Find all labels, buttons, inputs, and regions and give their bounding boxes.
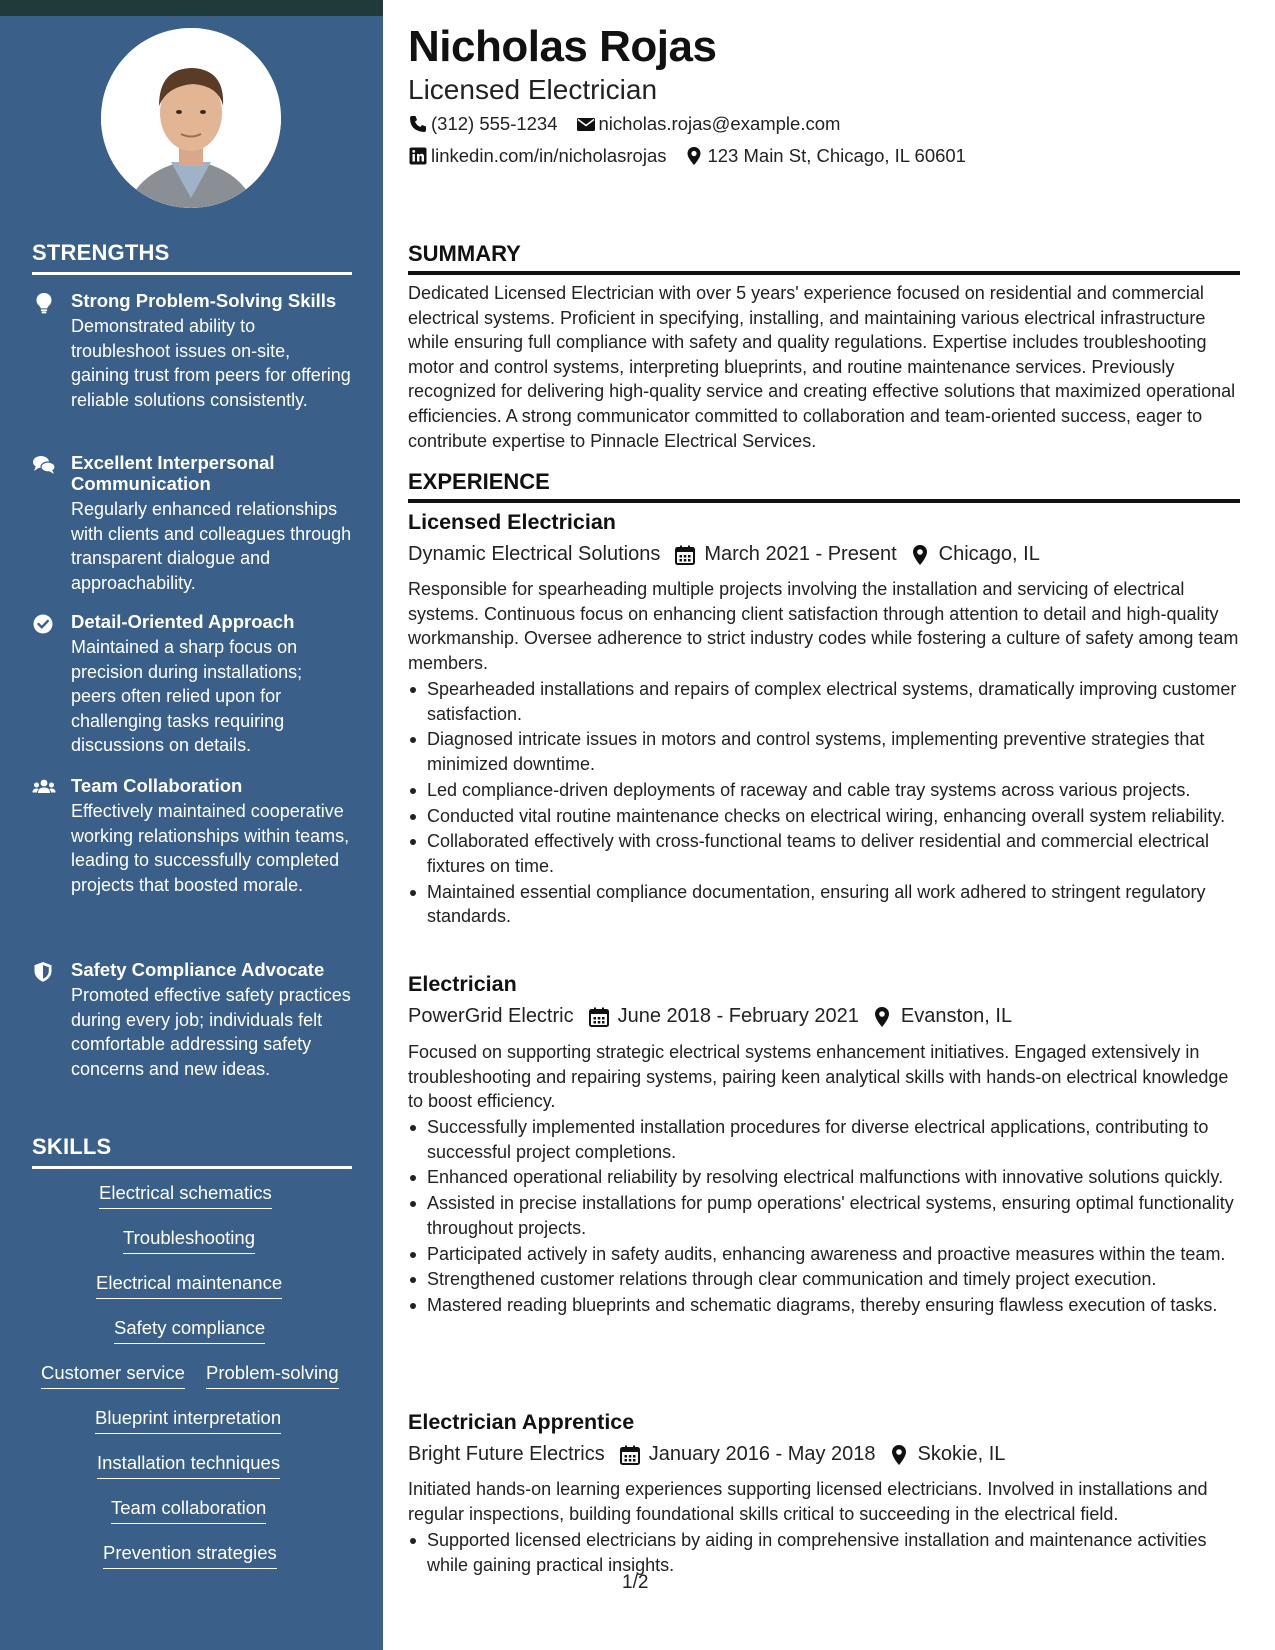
job-bullet-list <box>408 677 1240 930</box>
phone-text: (312) 555-1234 <box>431 113 558 134</box>
map-pin-icon <box>888 1444 910 1466</box>
shield-icon <box>32 961 56 983</box>
calendar-icon <box>619 1444 641 1466</box>
strength-item <box>32 611 352 758</box>
strength-description: Effectively maintained cooperative working relationships within teams, leading to successfully completed projects that boosted morale. <box>71 801 350 895</box>
strength-title: Excellent Interpersonal Communication <box>71 452 275 494</box>
job-dates: June 2018 - February 2021 <box>617 1005 859 1027</box>
job-bullet: Conducted vital routine maintenance checks on electrical wiring, enhancing overall system reliability. <box>408 804 1240 829</box>
chat-icon <box>32 454 56 476</box>
strength-item <box>32 959 352 1081</box>
summary-text: Dedicated Licensed Electrician with over 5 years' experience focused on residential and commercial electrical systems. Proficient in specifying, installing, and maintaining various electrical infrastructure while ensuring full compliance with safety and quality regulations. Expertise includes troubleshooting motor and control systems, interpreting blueprints, and routine maintenance services. Previously recognized for delivering high-quality service and creating effective solutions that maximized operational efficiencies. A strong communicator committed to collaboration and team-oriented success, eager to contribute expertise to Pinnacle Electrical Services. <box>408 283 1236 451</box>
check-circle-icon <box>32 613 56 635</box>
strength-item <box>32 290 352 412</box>
company-name: PowerGrid Electric <box>408 1005 574 1027</box>
job-bullet: Mastered reading blueprints and schematic diagrams, thereby ensuring flawless execution of tasks. <box>408 1293 1240 1318</box>
contact-row <box>408 113 840 135</box>
sidebar <box>0 0 383 1650</box>
strengths-heading: STRENGTHS <box>32 240 352 275</box>
job-location: Skokie, IL <box>917 1443 1006 1465</box>
strength-item <box>32 452 352 595</box>
job-description: Initiated hands-on learning experiences supporting licensed electricians. Involved in installations and regular inspections, building foundational skills critical to succeeding in the electrical field. <box>408 1479 1208 1524</box>
envelope-icon <box>576 114 596 134</box>
experience-heading: EXPERIENCE <box>408 469 1240 503</box>
candidate-role: Licensed Electrician <box>408 74 658 105</box>
users-icon <box>32 777 56 799</box>
skill-tag: Installation techniques <box>97 1451 280 1479</box>
skill-tag: Customer service <box>41 1361 185 1389</box>
job-bullet: Maintained essential compliance documentation, ensuring all work adhered to stringent regulatory standards. <box>408 880 1240 929</box>
page-number: 1/2 <box>622 1572 649 1593</box>
skill-tag: Electrical maintenance <box>96 1271 282 1299</box>
calendar-icon <box>674 544 696 566</box>
job-bullet: Collaborated effectively with cross-functional teams to deliver residential and commercial electrical fixtures on time. <box>408 829 1240 878</box>
candidate-name: Nicholas Rojas <box>408 22 717 71</box>
phone-icon <box>408 114 428 134</box>
job-dates: March 2021 - Present <box>704 543 897 565</box>
calendar-icon <box>588 1006 610 1028</box>
strength-title: Team Collaboration <box>71 775 243 796</box>
map-pin-icon <box>871 1006 893 1028</box>
job-description: Responsible for spearheading multiple projects involving the installation and servicing of electrical systems. Continuous focus on enhancing client satisfaction through attention to detail and high-quality workmanship. Oversee adherence to strict industry codes while fostering a culture of safety among team members. <box>408 579 1239 673</box>
job-bullet: Successfully implemented installation procedures for diverse electrical applications, contributing to successful project completions. <box>408 1115 1240 1164</box>
company-name: Dynamic Electrical Solutions <box>408 543 661 565</box>
job-bullet: Diagnosed intricate issues in motors and control systems, implementing preventive strategies that minimized downtime. <box>408 727 1240 776</box>
job-location: Evanston, IL <box>900 1005 1013 1027</box>
skill-tag: Troubleshooting <box>123 1226 255 1254</box>
skill-tag: Safety compliance <box>114 1316 265 1344</box>
strength-title: Safety Compliance Advocate <box>71 959 325 980</box>
contact-row <box>408 145 966 167</box>
strength-title: Detail-Oriented Approach <box>71 611 295 632</box>
lightbulb-icon <box>32 292 56 314</box>
job-meta <box>408 543 1040 566</box>
job-title: Electrician Apprentice <box>408 1410 635 1434</box>
strength-description: Regularly enhanced relationships with clients and colleagues through transparent dialogue and approachability. <box>71 499 352 593</box>
job-meta <box>408 1005 1012 1028</box>
job-title: Electrician <box>408 972 517 996</box>
skills-heading: SKILLS <box>32 1134 352 1169</box>
job-location: Chicago, IL <box>938 543 1040 565</box>
strength-title: Strong Problem-Solving Skills <box>71 290 337 311</box>
skill-tag: Team collaboration <box>111 1496 266 1524</box>
job-bullet-list <box>408 1528 1240 1578</box>
address-text: 123 Main St, Chicago, IL 60601 <box>707 145 966 166</box>
job-bullet: Led compliance-driven deployments of raceway and cable tray systems across various projects. <box>408 778 1240 803</box>
job-bullet: Enhanced operational reliability by resolving electrical malfunctions with innovative solutions quickly. <box>408 1165 1240 1190</box>
skill-tag: Prevention strategies <box>103 1541 277 1569</box>
skill-tag: Problem-solving <box>206 1361 339 1389</box>
job-bullet: Participated actively in safety audits, enhancing awareness and proactive measures within the team. <box>408 1242 1240 1267</box>
profile-photo <box>101 28 281 208</box>
sidebar-top-band <box>0 0 383 16</box>
summary-heading: SUMMARY <box>408 241 1240 275</box>
job-bullet: Strengthened customer relations through clear communication and timely project execution. <box>408 1267 1240 1292</box>
job-bullet: Assisted in precise installations for pump operations' electrical systems, ensuring optimal functionality throughout projects. <box>408 1191 1240 1240</box>
email-link[interactable]: nicholas.rojas@example.com <box>598 113 841 134</box>
strength-description: Demonstrated ability to troubleshoot issues on-site, gaining trust from peers for offering reliable solutions consistently. <box>71 316 351 410</box>
map-pin-icon <box>684 146 704 166</box>
avatar <box>101 28 281 208</box>
job-title: Licensed Electrician <box>408 510 616 534</box>
job-bullet: Spearheaded installations and repairs of complex electrical systems, dramatically improving customer satisfaction. <box>408 677 1240 726</box>
strength-item <box>32 775 352 897</box>
strength-description: Maintained a sharp focus on precision during installations; peers often relied upon for challenging tasks requiring discussions on details. <box>71 637 303 755</box>
linkedin-link[interactable]: linkedin.com/in/nicholasrojas <box>431 145 667 166</box>
skill-tag: Electrical schematics <box>99 1181 272 1209</box>
map-pin-icon <box>909 544 931 566</box>
job-bullet: Supported licensed electricians by aiding in comprehensive installation and maintenance activities while gaining practical insights. <box>408 1528 1240 1577</box>
job-description: Focused on supporting strategic electrical systems enhancement initiatives. Engaged extensively in troubleshooting and repairing systems, pairing keen analytical skills with hands-on electrical knowledge to boost efficiency. <box>408 1042 1229 1112</box>
job-dates: January 2016 - May 2018 <box>648 1443 876 1465</box>
company-name: Bright Future Electrics <box>408 1443 605 1465</box>
job-meta <box>408 1443 1005 1466</box>
strength-description: Promoted effective safety practices during every job; individuals felt comfortable addressing safety concerns and new ideas. <box>71 985 351 1079</box>
skill-tag: Blueprint interpretation <box>95 1406 281 1434</box>
linkedin-icon <box>408 146 428 166</box>
job-bullet-list <box>408 1115 1240 1319</box>
